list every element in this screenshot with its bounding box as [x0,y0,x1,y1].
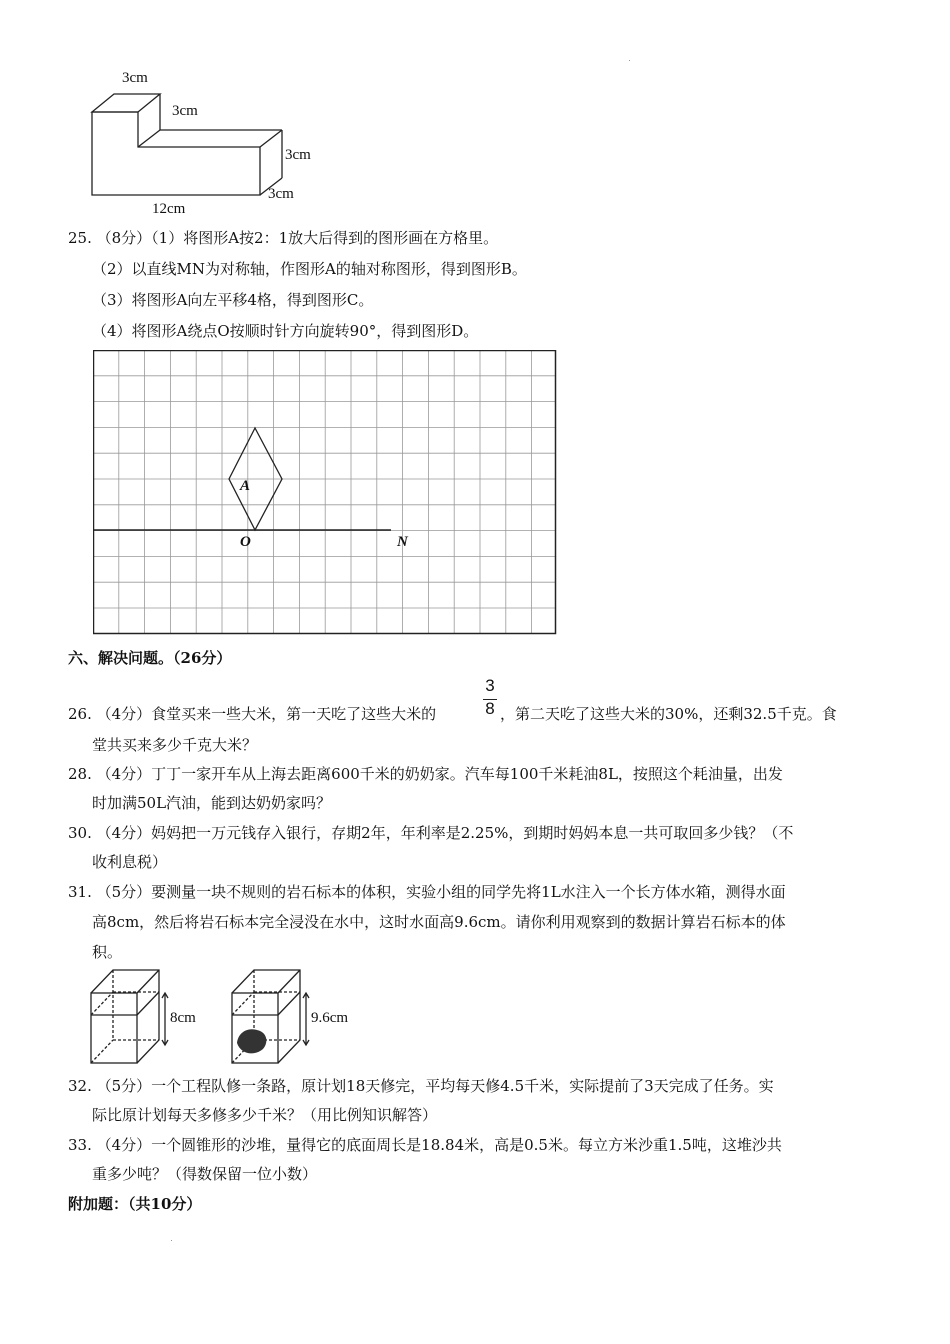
l-shape-bottom-label: 12cm [152,201,186,217]
l-shape-right-label: 3cm [285,147,311,163]
q32-line-2: 际比原计划每天多修多少千米？（用比例知识解答） [92,1106,438,1124]
fraction-denominator: 8 [485,699,495,718]
q25-line-4: （4）将图形A绕点O按顺时针方向旋转90°，得到图形D。 [92,322,479,340]
stray-dot [629,60,630,61]
l-shape-step-label: 3cm [172,103,198,119]
tank-2-height-label: 9.6cm [311,1010,349,1026]
q30-line-2: 收利息税） [92,853,168,871]
q33-line-1: 33. （4分）一个圆锥形的沙堆，量得它的底面周长是18.84米，高是0.5米。每立方米沙重1.5吨，这堆沙共 [68,1136,782,1154]
q25-line-1: 25. （8分）（1）将图形A按2：1放大后得到的图形画在方格里。 [68,229,499,247]
l-shape-depth-label: 3cm [268,186,294,202]
q28-line-1: 28. （4分）丁丁一家开车从上海去距离600千米的奶奶家。汽车每100千米耗油8L，按照这个耗油量，出发 [68,765,783,783]
tank-1-height-label: 8cm [170,1010,196,1026]
label-o: O [240,534,251,550]
tank-1 [91,970,168,1063]
section-6-title: 六、解决问题。（26分） [68,649,232,667]
label-n: N [397,534,408,550]
q33-line-2: 重多少吨？（得数保留一位小数） [92,1165,318,1183]
q26-line-1a: 26. （4分）食堂买来一些大米，第一天吃了这些大米的 [68,705,437,723]
fraction-numerator: 3 [485,676,495,695]
grid-border [94,351,556,634]
q28-line-2: 时加满50L汽油，能到达奶奶家吗？ [92,794,332,812]
q31-line-2: 高8cm，然后将岩石标本完全浸没在水中，这时水面高9.6cm。请你利用观察到的数据计算岩石标本的体 [92,913,786,931]
stray-dot [171,1240,172,1241]
q31-line-3: 积。 [92,943,123,961]
label-a: A [240,478,251,494]
q25-line-3: （3）将图形A向左平移4格，得到图形C。 [92,291,374,309]
q30-line-1: 30. （4分）妈妈把一万元钱存入银行，存期2年，年利率是2.25%，到期时妈妈本息一共可取回多少钱？（不 [68,824,794,842]
q26-line-1b: ，第二天吃了这些大米的30%，还剩32.5千克。食 [500,705,837,723]
grid-diagram [93,350,558,636]
q25-line-2: （2）以直线MN为对称轴，作图形A的轴对称图形，得到图形B。 [92,260,527,278]
q32-line-1: 32. （5分）一个工程队修一条路，原计划18天修完，平均每天修4.5千米，实际提前了3天完成了任务。实 [68,1077,774,1095]
bonus-title: 附加题：（共10分） [68,1195,202,1213]
l-shape-top-label: 3cm [122,70,148,86]
rock-specimen [237,1029,266,1053]
q31-line-1: 31. （5分）要测量一块不规则的岩石标本的体积，实验小组的同学先将1L水注入一个长方体水箱，测得水面 [68,883,786,901]
q26-line-2: 堂共买来多少千克大米？ [92,736,258,754]
